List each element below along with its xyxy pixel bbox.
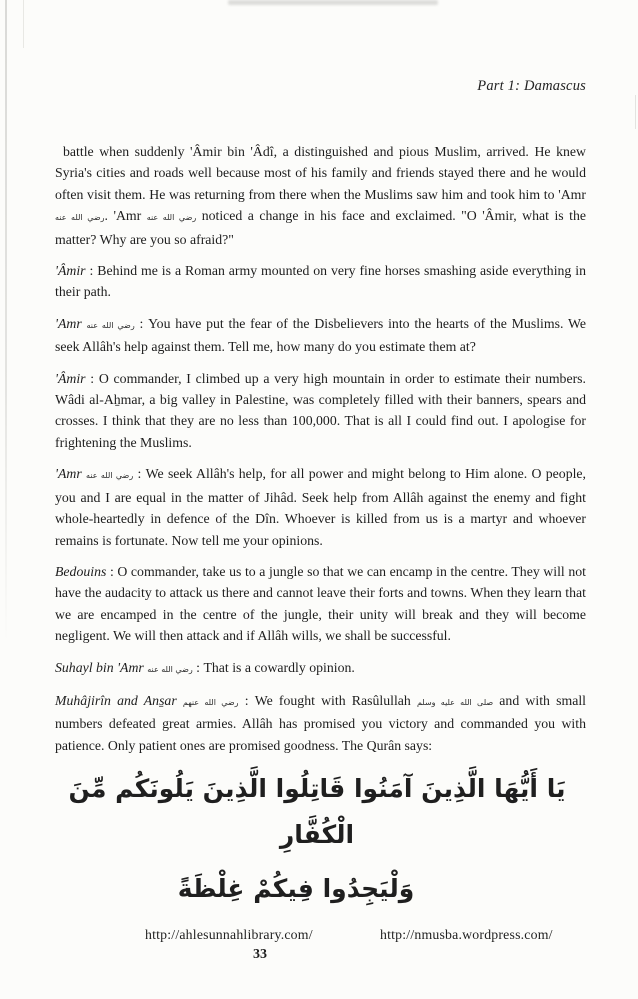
speaker-name: 'Amr: [55, 315, 87, 331]
footer-url-right: http://nmusba.wordpress.com/: [380, 927, 553, 942]
honorific-icon: رضي الله عنه: [147, 664, 193, 674]
paragraph-6: [55, 561, 586, 647]
running-header-title: Part 1: Damascus: [477, 78, 586, 94]
honorific-icon: رضي الله عنه: [55, 213, 105, 223]
paragraph-4: [55, 368, 586, 454]
speaker-name: Bedouins: [55, 563, 107, 579]
text-run: : O commander, take us to a jungle so that we can encamp in the centre. They will not have the audacity to attack us there and cannot leave their forts and towns. When they learn that we are encamped in the centre of the jungle, their unity will break and they will become negligent. We will then attack and if Allâh wills, we shall be successful.: [55, 563, 586, 644]
paragraph-1: [55, 141, 586, 250]
quran-verse-line-2: وَلْيَجِدُوا فِيكُمْ غِلْظَةً: [177, 874, 415, 903]
quran-verse-line-1: يَا أَيُّهَا الَّذِينَ آمَنُوا قَاتِلُوا الَّذِينَ يَلُونَكُم مِّنَ الْكُفَّارِ: [68, 774, 566, 849]
text-run: : O commander, I climbed up a very high mountain in order to estimate their numbers. Wâdi al-Aẖmar, a big valley in Palestine, was completely filled with their banners, spears and crosses. I think that they are no less than 100,000. That is all I could find out. I apologise for frightening the Muslims.: [55, 370, 586, 450]
text-run: battle when suddenly 'Âmir bin 'Âdî, a distinguished and pious Muslim, arrived. He knew Syria's cities and roads well because most of his family and friends stayed there and he would often visit them. He was returning from there when the Muslims saw him and took him to 'Amr: [55, 144, 586, 202]
speaker-name: 'Âmir: [55, 370, 86, 386]
honorific-icon: صلى الله عليه وسلم: [416, 697, 494, 707]
honorific-icon: رضي الله عنه: [146, 213, 197, 223]
text-run: : We fought with Rasûlullah: [238, 692, 417, 708]
text-run: : We seek Allâh's help, for all power and might belong to Him alone. O people, you and I are equal in the matter of Jihâd. Seek help from Allâh against the enemy and fight whole-heartedly in defence of the Dîn. Whoever is killed from us is a martyr and whoever remains is fortunate. Now tell me your opinions.: [55, 466, 586, 548]
speaker-name: 'Amr: [55, 466, 87, 482]
scan-line-left-2: [23, 0, 24, 48]
speaker-name: Suhayl bin 'Amr: [55, 659, 148, 675]
paragraph-2: [55, 260, 586, 303]
text-run: : That is a cowardly opinion.: [192, 659, 355, 675]
quran-verse: [48, 766, 586, 910]
speaker-name: 'Âmir: [55, 263, 86, 279]
paragraph-3: [55, 313, 586, 358]
paragraph-5: [55, 463, 586, 551]
page-number: 33: [253, 947, 267, 962]
speaker-name: Muhâjirîn and Ans̱ar: [55, 692, 183, 708]
text-run: and with small numbers defeated great armies. Allâh has promised you victory and commanded you with patience. Only patient ones are promised goodness. The Qurân says:: [55, 692, 586, 753]
scan-smudge-top: [228, 0, 438, 5]
body-paragraphs: [55, 141, 586, 766]
text-run: noticed a change in his face and exclaimed. "O 'Âmir, what is the matter? Why are you so afraid?": [55, 208, 586, 247]
paragraph-8: [55, 690, 586, 756]
text-run: : You have put the fear of the Disbelievers into the hearts of the Muslims. We seek Allâh's help against them. Tell me, how many do you estimate them at?: [55, 315, 586, 355]
honorific-icon: رضي الله عنه: [86, 471, 134, 481]
scan-line-left: [5, 0, 7, 645]
paragraph-7: [55, 657, 586, 680]
text-run: : Behind me is a Roman army mounted on very fine horses smashing aside everything in their path.: [55, 263, 586, 300]
text-run: . 'Amr: [104, 208, 147, 224]
footer-url-left: http://ahlesunnahlibrary.com/: [145, 927, 313, 942]
scan-line-right: [635, 95, 636, 129]
honorific-icon: رضي الله عنهم: [182, 697, 239, 707]
honorific-icon: رضي الله عنه: [86, 320, 135, 330]
